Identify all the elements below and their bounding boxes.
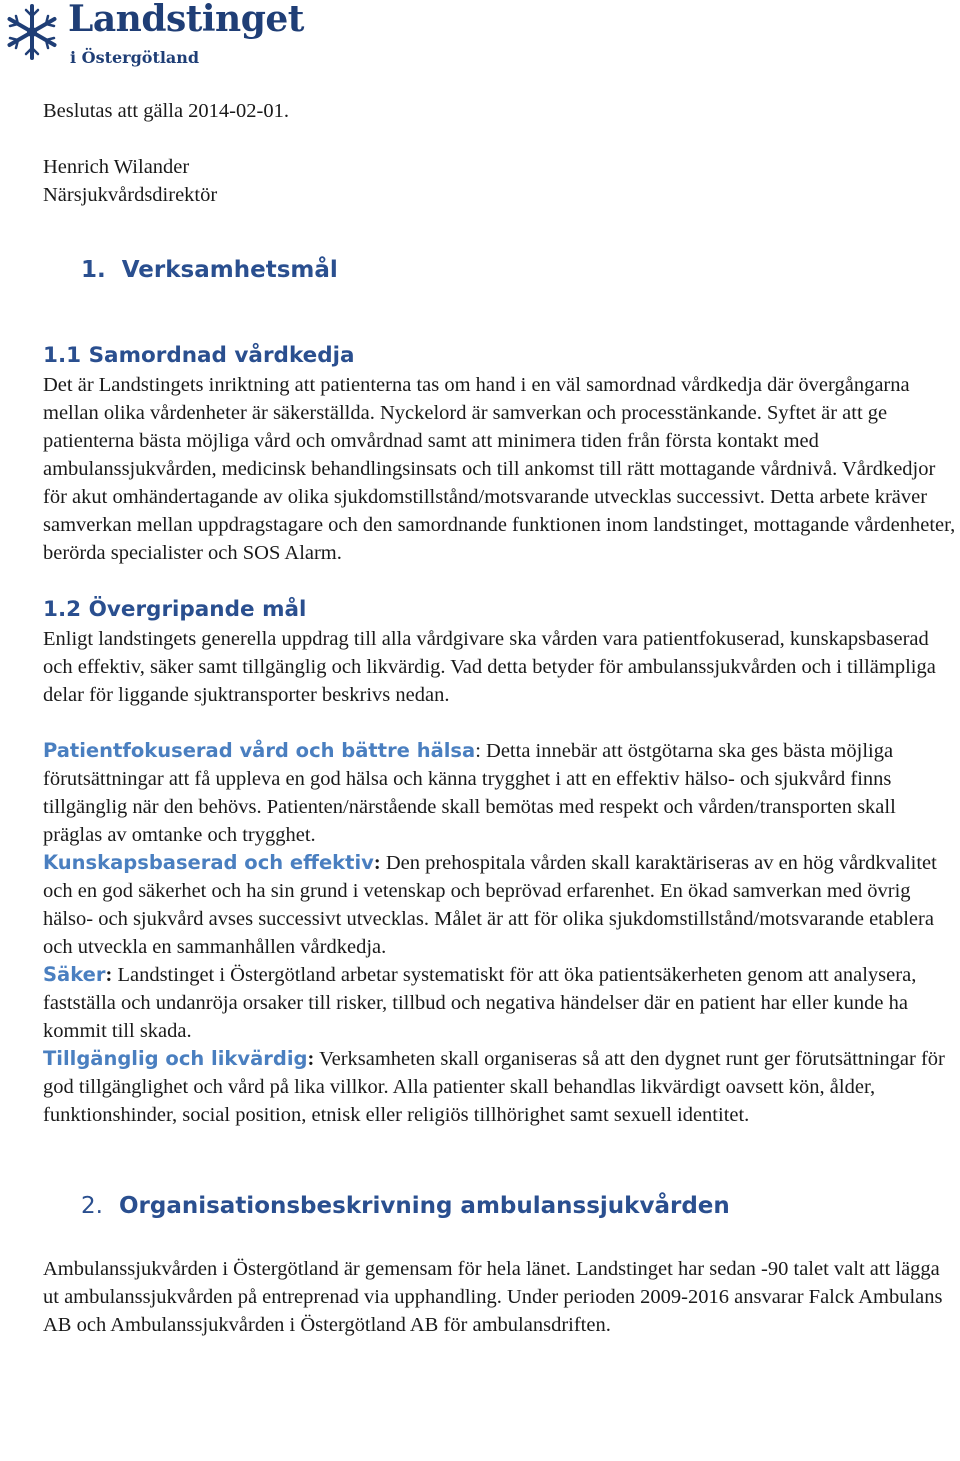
section-2-text: Ambulanssjukvården i Östergötland är gemensam för hela länet. Landstinget har sedan -90 talet valt att lägga ut ambulanssjukvården på entreprenad via upphandling. Under perioden 2009-2016 ansvarar Falck Ambulans AB och Ambulanssjukvården i Östergötland AB för ambulansdriften. <box>43 1258 943 1336</box>
goal-lead: Säker <box>43 963 106 986</box>
goal-lead: Patientfokuserad vård och bättre hälsa <box>43 739 476 762</box>
goal-tillganglig <box>43 1045 958 1129</box>
goal-kunskapsbaserad <box>43 849 958 961</box>
goal-separator: : <box>475 740 481 762</box>
decision-date: Beslutas att gälla 2014-02-01. <box>43 100 289 122</box>
section-2-heading <box>43 1191 958 1221</box>
subsection-1-1-text: Det är Landstingets inriktning att patienterna tas om hand i en väl samordnad vårdkedja där övergångarna mellan olika vårdenheter är säkerställda. Nyckelord är samverkan och processtänkande. Syftet är att ge patienterna bästa möjliga vård och omvårdnad samt att minimera tiden från första kontakt med ambulanssjukvården, medicinsk behandlingsinsats och till ankomst till rätt mottagande vårdnivå. Vårdkedjor för akut omhändertagande av olika sjukdomstillstånd/motsvarande utvecklas successivt. Detta arbete kräver samverkan mellan uppdragstagare och den samordnande funktionen inom landstinget, mottagande vårdenheter, berörda specialister och SOS Alarm. <box>43 374 956 564</box>
snowflake-logo-icon <box>2 2 62 62</box>
landstinget-logo <box>0 0 304 75</box>
goal-separator: : <box>307 1048 315 1070</box>
goal-text: Verksamheten skall organiseras så att den dygnet runt ger förutsättningar för god tillgänglighet och vård på lika villkor. Alla patienter skall behandlas likvärdigt oavsett kön, ålder, funktionshinder, social position, etnisk eller religiös tillhörighet samt sexuell identitet. <box>43 1048 945 1126</box>
signer-title: Närsjukvårdsdirektör <box>43 184 218 206</box>
goal-patientfokuserad <box>43 737 958 849</box>
goal-text: Landstinget i Östergötland arbetar systematiskt för att öka patientsäkerheten genom att analysera, fastställa och undanröja orsaker till risker, tillbud och negativa händelser där en patient har eller kunde ha kommit till skada. <box>43 964 917 1042</box>
goal-separator: : <box>105 964 113 986</box>
signer-name: Henrich Wilander <box>43 156 190 178</box>
logo-name: Landstinget <box>68 0 304 40</box>
goal-lead: Kunskapsbaserad och effektiv <box>43 851 374 874</box>
goal-text: Den prehospitala vården skall karaktäriseras av en hög vårdkvalitet och en god säkerhet och ha sin grund i vetenskap och beprövad erfarenhet. En ökad samverkan med övrig hälso- och sjukvård avses successivt utvecklas. Målet är att för olika sjukdomstillstånd/motsvarande etablera och utveckla en sammanhållen vårdkedja. <box>43 852 937 958</box>
document-body <box>43 97 958 1339</box>
section-1-title: Verksamhetsmål <box>121 257 338 283</box>
subsection-1-2-heading: 1.2 Övergripande mål <box>43 597 307 622</box>
goal-saker <box>43 961 958 1045</box>
goal-lead: Tillgänglig och likvärdig <box>43 1047 308 1070</box>
section-2-title: Organisationsbeskrivning ambulanssjukvården <box>118 1193 730 1219</box>
subsection-1-1-heading: 1.1 Samordnad vårdkedja <box>43 343 355 368</box>
section-1-number: 1. <box>81 257 106 283</box>
logo-subtitle: i Östergötland <box>70 48 200 67</box>
section-2-number: 2. <box>81 1193 103 1219</box>
goal-text: Detta innebär att östgötarna ska ges bästa möjliga förutsättningar att få uppleva en god hälsa och känna trygghet i att en effektiv hälso- och sjukvård finns tillgänglig när den behövs. Patienten/närstående skall bemötas med respekt och vården/transporten skall präglas av omtanke och trygghet. <box>43 740 896 846</box>
section-1-heading <box>43 255 958 285</box>
subsection-1-2-text: Enligt landstingets generella uppdrag till alla vårdgivare ska vården vara patientfokuserad, kunskapsbaserad och effektiv, säker samt tillgänglig och likvärdig. Vad detta betyder för ambulanssjukvården och i tillämpliga delar för liggande sjuktransporter beskrivs nedan. <box>43 628 936 706</box>
goal-separator: : <box>373 852 381 874</box>
